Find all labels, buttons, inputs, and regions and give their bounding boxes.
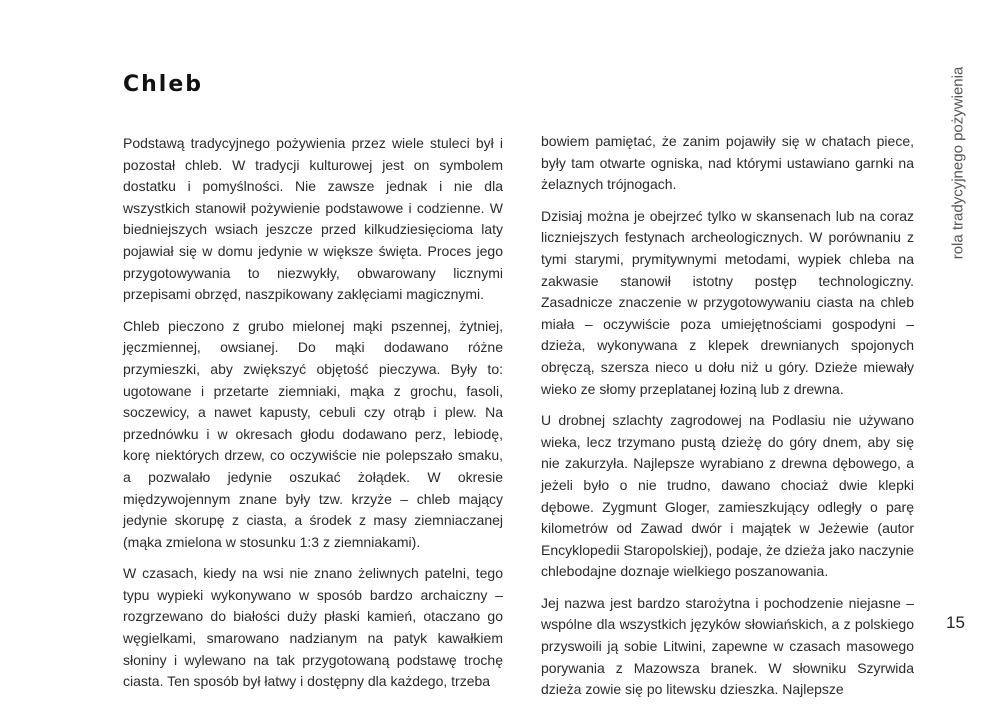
page-number: 15 [946,613,965,632]
paragraph: W czasach, kiedy na wsi nie znano żeliwnych patelni, tego typu wypieki wykonywano w sposób bardzo archaiczny – rozgrzewano do białości duży płaski kamień, otaczano go węgielkami, smarowano nadzianym na patyk kawałkiem słoniny i wylewano na tak przygotowaną podstawę trochę ciasta. Ten sposób był łatwy i dostępny dla każdego, trzeba [123,565,503,690]
paragraph: Dzisiaj można je obejrzeć tylko w skansenach lub na coraz liczniejszych festynach archeologicznych. W porównaniu z tymi starymi, prymitywnymi metodami, wypiek chleba na zakwasie stanowił istotny postęp technologiczny. Zasadnicze znaczenie w przygotowywaniu ciasta na chleb miała – oczywiście poza umiejętnościami gospodyni – dzieża, wykonywana z klepek drewnianych spojonych obręczą, szersza nieco u dołu niż u góry. Dzieże miewały wieko ze słomy przeplatanej łoziną lub z drewna. [541,207,914,397]
paragraph: Podstawą tradycyjnego pożywienia przez wiele stuleci był i pozostał chleb. W tradycji kulturowej jest on symbolem dostatku i pomyślności. Nie zawsze jednak i nie dla wszystkich stanowił pożywienie podstawowe i codzienne. W biedniejszych wsiach jeszcze przed kilkudziesięcioma laty pojawiał się w domu jedynie w większe święta. Proces jego przygotowywania to niezwykły, obwarowany licznymi przepisami obrzęd, naszpikowany zaklęciami magicznymi. [123,135,503,303]
paragraph: Jej nazwa jest bardzo starożytna i pochodzenie niejasne – wspólne dla wszystkich języków słowiańskich, a z polskiego przyswoili ją sobie Litwini, zapewne w czasach masowego porywania z Mazowsza branek. W słowniku Szyrwida dzieża zowie się po litewsku dzieszka. Najlepsze [541,594,914,698]
section-title-vertical: rola tradycyjnego pożywienia [949,66,967,260]
text-column-right [541,131,914,711]
page-title: Chleb [123,72,204,97]
text-column-left [123,133,503,703]
paragraph: bowiem pamiętać, że zanim pojawiły się w chatach piece, były tam otwarte ogniska, nad którymi ustawiano garnki na żelaznych trójnogach. [541,133,914,193]
paragraph: U drobnej szlachty zagrodowej na Podlasiu nie używano wieka, lecz trzymano pustą dzieżę do góry dnem, aby się nie zakurzyła. Najlepsze wyrabiano z drewna dębowego, a jeżeli było o nie trudno, dawano chociaż dwie klepki dębowe. Zygmunt Gloger, zamieszkujący odległy o parę kilometrów od Zawad dwór i majątek w Jeżewie (autor Encyklopedii Staropolskiej), podaje, że dzieża jako naczynie chlebodajne doznaje wielkiego poszanowania. [541,412,914,580]
paragraph: Chleb pieczono z grubo mielonej mąki pszennej, żytniej, jęczmiennej, owsianej. Do mąki dodawano różne przymieszki, aby zwiększyć objętość pieczywa. Były to: ugotowane i przetarte ziemniaki, mąka z grochu, fasoli, soczewicy, a nawet kapusty, cebuli czy otrąb i plew. Na przednówku i w okresach głodu dodawano perz, lebiodę, korę niektórych drzew, co oczywiście nie polepszało smaku, a pozwalało jedynie oszukać żołądek. W okresie międzywojennym znane były tzw. krzyże – chleb mający jedynie skorupę z ciasta, a środek z masy ziemniaczanej (mąka zmielona w stosunku 1:3 z ziemniakami). [123,317,503,550]
running-header [949,48,967,278]
